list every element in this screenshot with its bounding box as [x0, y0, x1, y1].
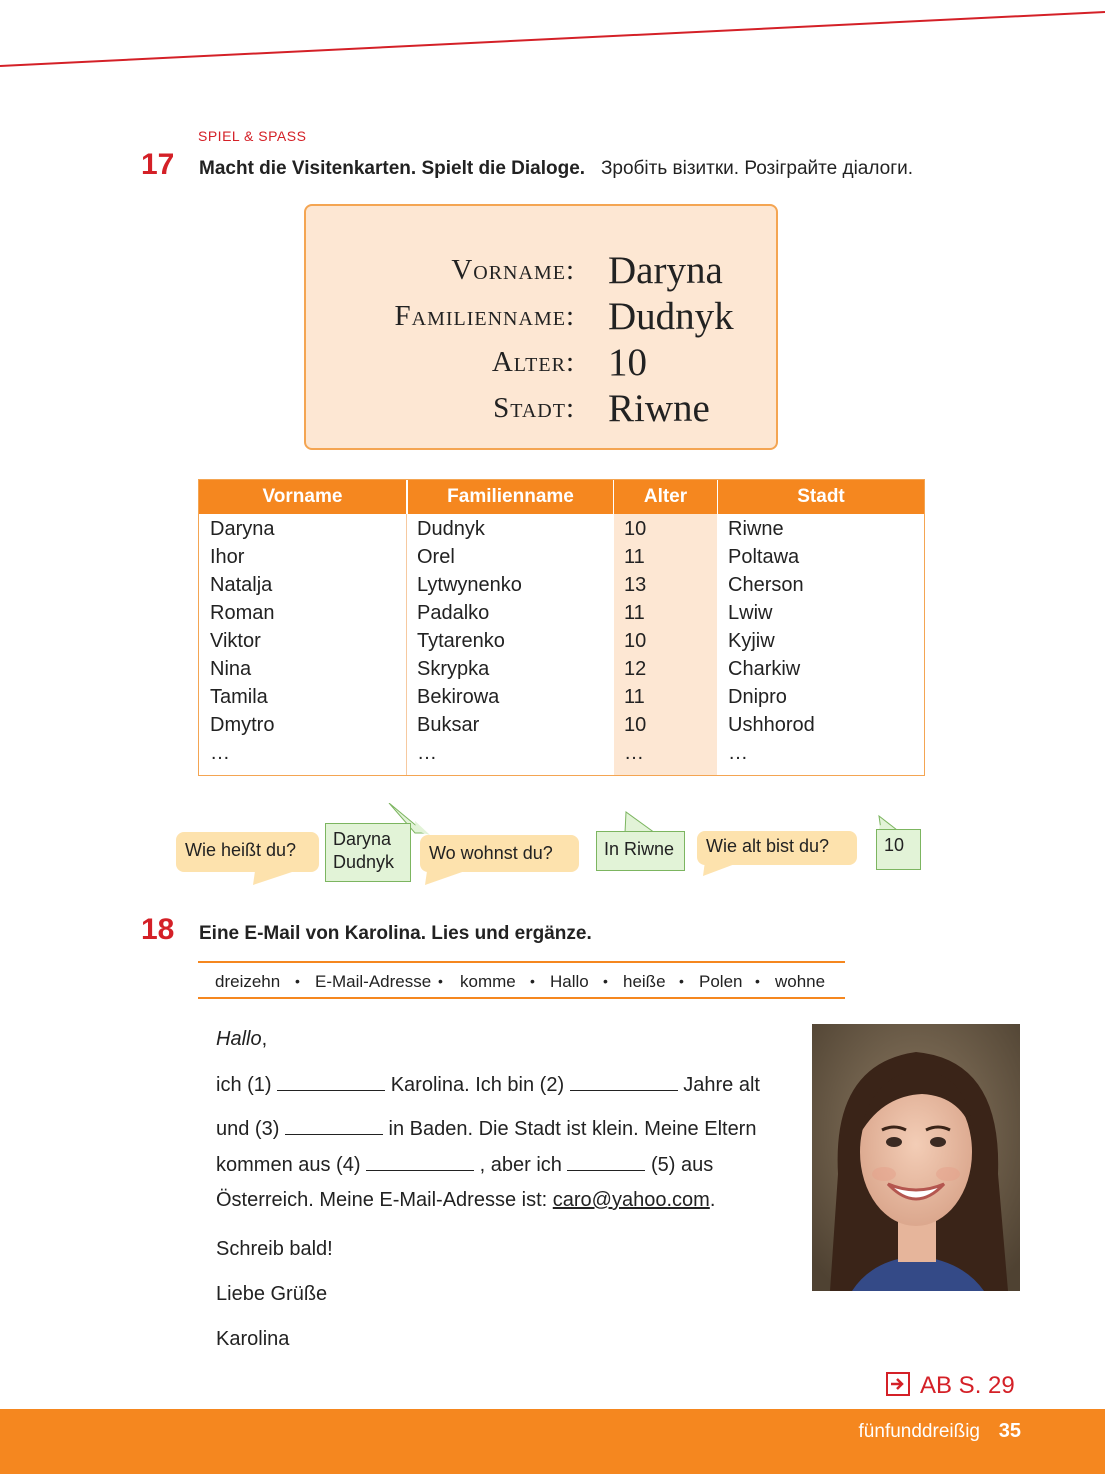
- letter-line-4: Österreich. Meine E-Mail-Adresse ist: caro@yahoo.com.: [216, 1189, 716, 1211]
- table-cell-alter: 10: [624, 714, 647, 736]
- card-label: Familienname:: [394, 300, 575, 332]
- table-cell-alter: 10: [624, 630, 647, 652]
- table-cell-stadt: Lwiw: [728, 602, 773, 624]
- card-label: Vorname:: [451, 254, 575, 286]
- table-cell-vorname: Tamila: [210, 686, 268, 708]
- letter-line-2: [216, 1117, 756, 1141]
- bullet-separator: •: [438, 973, 443, 989]
- table-cell-stadt: Charkiw: [728, 658, 801, 680]
- table-cell-vorname: Ihor: [210, 546, 245, 568]
- letter-text: (5) aus: [651, 1154, 714, 1176]
- blank-3[interactable]: [285, 1117, 383, 1135]
- card-row-familienname: [306, 295, 780, 346]
- table-cell-familienname: Dudnyk: [417, 518, 485, 540]
- blank-1[interactable]: [277, 1073, 385, 1091]
- bubble-question-age: Wie alt bist du?: [697, 831, 857, 865]
- bubble-answer-lastname: Dudnyk: [333, 852, 395, 872]
- letter-text: , aber ich: [479, 1154, 562, 1176]
- karolina-photo: [812, 1024, 1020, 1291]
- letter-text: und (3): [216, 1118, 280, 1140]
- card-row-stadt: [306, 387, 780, 438]
- letter-text: Karolina. Ich bin (2): [390, 1074, 565, 1096]
- table-cell-stadt: Dnipro: [728, 686, 787, 708]
- blank-4[interactable]: [366, 1153, 474, 1171]
- letter-greeting-text: Hallo: [216, 1028, 262, 1050]
- letter-line-3: [216, 1153, 713, 1177]
- table-cell-alter: 12: [624, 658, 647, 680]
- letter-closing-2: Liebe Grüße: [216, 1283, 328, 1305]
- table-cell-vorname: Natalja: [210, 574, 273, 596]
- card-value: Riwne: [608, 387, 710, 430]
- letter-text: Österreich. Meine E-Mail-Adresse ist:: [216, 1189, 548, 1211]
- business-card: [304, 204, 778, 450]
- word-bank-item: Hallo: [550, 972, 589, 991]
- letter-closing-1: Schreib bald!: [216, 1238, 333, 1260]
- word-bank-item: dreizehn: [215, 972, 281, 991]
- letter-signature: Karolina: [216, 1328, 290, 1350]
- table-cell-vorname: Roman: [210, 602, 275, 624]
- table-cell-vorname: …: [210, 742, 230, 764]
- exercise-18-title: Eine E-Mail von Karolina. Lies und ergänze.: [199, 923, 592, 944]
- table-cell-vorname: Dmytro: [210, 714, 275, 736]
- word-bank-item: wohne: [775, 972, 826, 991]
- card-value: 10: [608, 341, 647, 384]
- letter-greeting: Hallo,: [216, 1028, 268, 1050]
- table-cell-vorname: Daryna: [210, 518, 275, 540]
- table-header-alter: Alter: [613, 480, 717, 514]
- table-cell-familienname: Padalko: [417, 602, 490, 624]
- word-bank-item: heiße: [623, 972, 666, 991]
- exercise-17-number: 17: [141, 148, 175, 181]
- email-address: caro@yahoo.com: [552, 1189, 710, 1211]
- bubble-answer-city: In Riwne: [596, 831, 685, 871]
- card-value: Dudnyk: [608, 295, 734, 338]
- letter-text: in Baden. Die Stadt ist klein. Meine Eltern: [388, 1118, 757, 1140]
- table-cell-familienname: Tytarenko: [417, 630, 505, 652]
- word-bank-item: E-Mail-Adresse: [315, 972, 432, 991]
- table-cell-familienname: Bekirowa: [417, 686, 500, 708]
- page-number-word: fünfunddreißig: [858, 1421, 980, 1442]
- bullet-separator: •: [755, 973, 760, 989]
- table-cell-stadt: Ushhorod: [728, 714, 815, 736]
- exercise-17-title: [199, 158, 913, 180]
- bubble-answer-firstname: Daryna: [333, 829, 392, 849]
- card-value: Daryna: [608, 249, 723, 292]
- table-cell-familienname: …: [417, 742, 437, 764]
- blank-2[interactable]: [570, 1073, 678, 1091]
- bubble-question-city: Wo wohnst du?: [420, 835, 579, 872]
- page-number: 35: [998, 1420, 1021, 1442]
- letter-text: kommen aus (4): [216, 1154, 361, 1176]
- letter-text: Jahre alt: [683, 1074, 760, 1096]
- arrow-right-icon: [886, 1372, 910, 1396]
- page-footer: [0, 1409, 1105, 1474]
- table-cell-stadt: Kyjiw: [728, 630, 775, 652]
- exercise-18-number: 18: [141, 913, 175, 946]
- table-cell-alter: 10: [624, 518, 647, 540]
- table-cell-vorname: Viktor: [210, 630, 261, 652]
- bullet-separator: •: [679, 973, 684, 989]
- table-cell-alter: 13: [624, 574, 647, 596]
- exercise-17-title-de: Macht die Visitenkarten. Spielt die Dialoge.: [199, 158, 586, 179]
- bullet-separator: •: [530, 973, 535, 989]
- bubble-answer-name: [325, 823, 411, 882]
- table-cell-alter: 11: [624, 546, 645, 568]
- table-cell-stadt: Cherson: [728, 574, 804, 596]
- table-cell-vorname: Nina: [210, 658, 252, 680]
- workbook-reference[interactable]: [886, 1372, 1015, 1402]
- table-cell-familienname: Buksar: [417, 714, 480, 736]
- table-cell-familienname: Orel: [417, 546, 455, 568]
- table-cell-stadt: Riwne: [728, 518, 784, 540]
- exercise-17-title-uk: Зробіть візитки. Розіграйте діалоги.: [600, 158, 914, 179]
- card-label: Stadt:: [493, 392, 575, 424]
- table-header-familienname: Familienname: [407, 480, 613, 514]
- table-cell-familienname: Skrypka: [417, 658, 490, 680]
- section-label: SPIEL & SPASS: [198, 128, 307, 144]
- table-cell-stadt: …: [728, 742, 748, 764]
- letter-line-1: [216, 1073, 760, 1097]
- table-cell-alter: …: [624, 742, 644, 764]
- table-header-vorname: Vorname: [199, 480, 406, 514]
- blank-5[interactable]: [567, 1153, 645, 1171]
- table-header-stadt: Stadt: [717, 480, 924, 514]
- word-bank-item: Polen: [699, 972, 743, 991]
- bullet-separator: •: [295, 973, 300, 989]
- top-red-line: [0, 0, 1105, 80]
- word-bank-item: komme: [460, 972, 516, 991]
- table-cell-alter: 11: [624, 686, 645, 708]
- table-cell-familienname: Lytwynenko: [417, 574, 522, 596]
- table-cell-alter: 11: [624, 602, 645, 624]
- bullet-separator: •: [603, 973, 608, 989]
- word-bank: [198, 961, 845, 999]
- bubble-answer-age: 10: [876, 829, 921, 870]
- letter-text: ich (1): [216, 1074, 272, 1096]
- bubble-question-name: Wie heißt du?: [176, 832, 319, 872]
- names-table: [198, 479, 925, 776]
- workbook-reference-text: AB S. 29: [920, 1372, 1015, 1399]
- card-label: Alter:: [491, 346, 575, 378]
- table-cell-stadt: Poltawa: [728, 546, 800, 568]
